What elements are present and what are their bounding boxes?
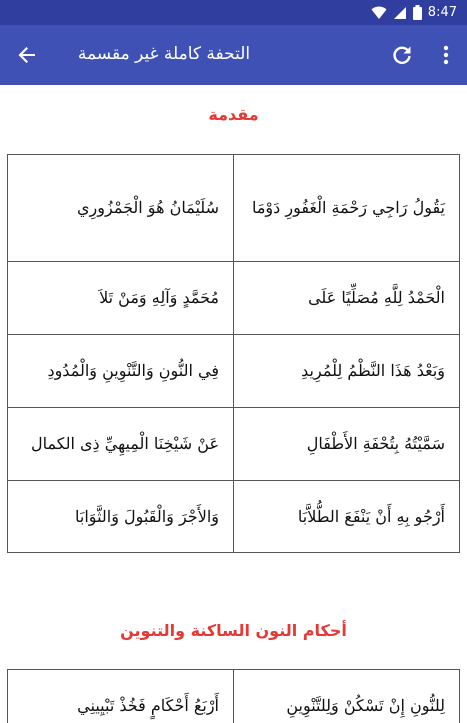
verse-row [8, 155, 460, 262]
verse-second-half: فِي النُّونِ وَالتَّنْوِينِ وَالْمُدُودِ [8, 335, 234, 408]
content-scroll[interactable] [0, 85, 467, 723]
verse-row [8, 408, 460, 481]
verse-first-half: الْحَمْدُ لِلَّهِ مُصَلِّيًا عَلَى [234, 262, 460, 335]
arrow-back-icon[interactable] [13, 41, 41, 69]
section-title-noon-rules: أحكام النون الساكنة والتنوين [120, 621, 347, 640]
battery-icon [413, 5, 422, 20]
verse-first-half: يَقُولُ رَاجِي رَحْمَةِ الْغَفُورِ دَوْمَا [234, 155, 460, 262]
more-vert-icon[interactable] [432, 41, 460, 69]
verse-second-half: مُحَمَّدٍ وَآلِهِ وَمَنْ تَلاَ [8, 262, 234, 335]
verse-second-half: وَالأَجْرَ وَالْقَبُولَ وَالثَّوَابَا [8, 481, 234, 553]
verse-table-noon-rules [7, 669, 460, 723]
signal-icon [393, 6, 407, 20]
verse-row [8, 670, 460, 723]
verse-row [8, 335, 460, 408]
verse-first-half: سَمَّيْتُهُ بِتُحْفَةِ الأَطْفَالِ [234, 408, 460, 481]
verse-second-half: أَرْبَعُ أَحْكَامٍ فَخُذْ تَبْيِينِي [8, 670, 234, 723]
app-bar [0, 25, 467, 85]
verse-second-half: سُلَيْمَانُ هُوَ الْجَمْزُورِي [8, 155, 234, 262]
verse-row [8, 481, 460, 553]
verse-first-half: أَرْجُو بِهِ أَنْ يَنْفَعَ الطُّلاَّبَا [234, 481, 460, 553]
verse-row [8, 262, 460, 335]
refresh-icon[interactable] [388, 41, 416, 69]
verse-first-half: وَبَعْدُ هَذَا النَّظْمُ لِلْمُرِيدِ [234, 335, 460, 408]
verse-second-half: عَنْ شَيْخِنَا الْمِيهِيِّ ذِى الكمال [8, 408, 234, 481]
status-bar [0, 0, 467, 25]
status-time: 8:47 [427, 5, 457, 20]
status-icons [371, 4, 457, 21]
verse-table-intro [7, 154, 460, 553]
section-title-intro: مقدمة [208, 105, 259, 124]
verse-first-half: لِلنُّونِ إِنْ تَسْكُنْ وَلِلتَّنْوِينِ [234, 670, 460, 723]
app-title: التحفة كاملة غير مقسمة [77, 44, 251, 64]
wifi-icon [371, 6, 387, 20]
